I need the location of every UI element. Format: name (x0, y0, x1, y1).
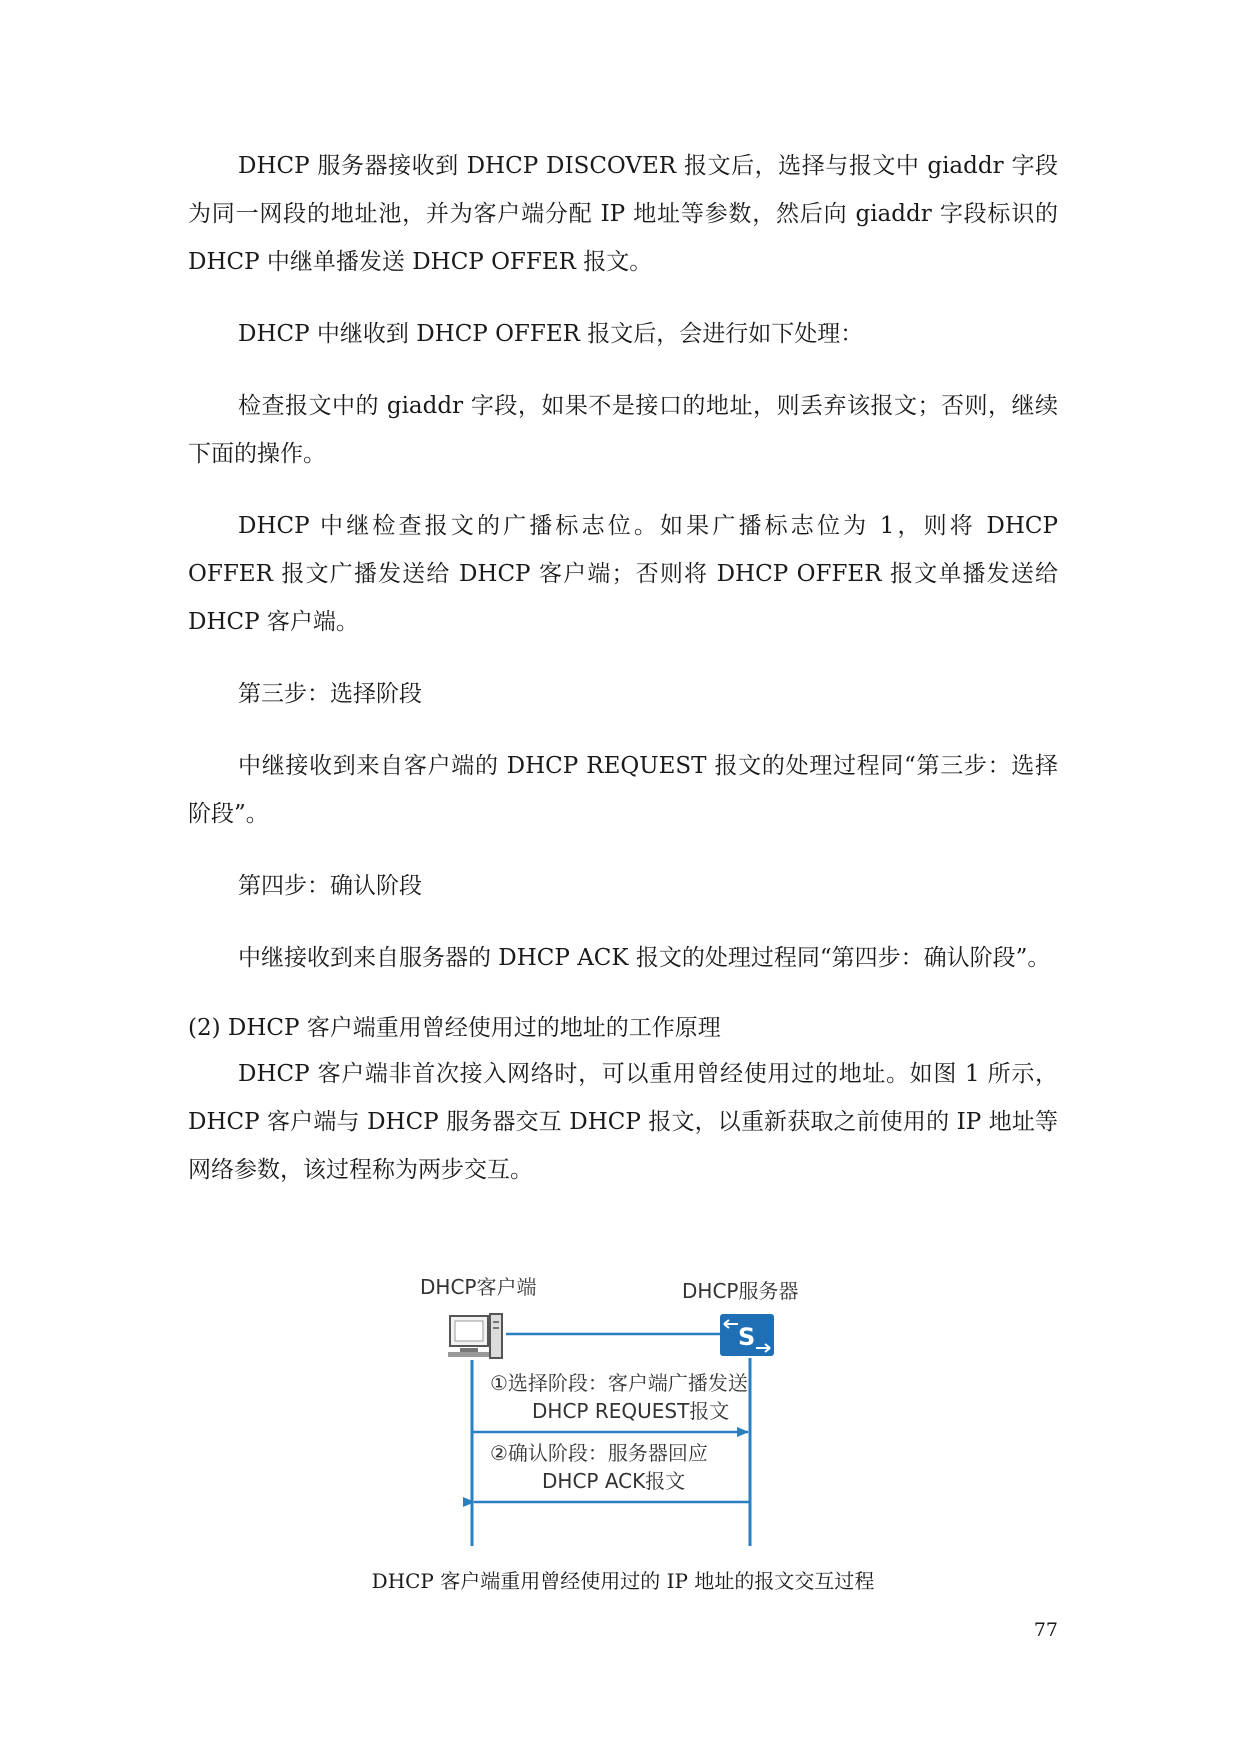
paragraph-reuse-address: DHCP 客户端非首次接入网络时，可以重用曾经使用过的地址。如图 1 所示，DHCP 客户端与 DHCP 服务器交互 DHCP 报文，以重新获取之前使用的 IP 地址等网络参数，该过程称为两步交互。 (188, 1061, 1058, 1183)
paragraph-relay-receive-offer: DHCP 中继收到 DHCP OFFER 报文后，会进行如下处理： (238, 321, 864, 347)
computer-icon (448, 1314, 502, 1358)
step2-label-line2: DHCP ACK报文 (542, 1469, 686, 1493)
step1-label-line2: DHCP REQUEST报文 (532, 1399, 730, 1423)
paragraph-server-offer: DHCP 服务器接收到 DHCP DISCOVER 报文后，选择与报文中 giaddr 字段为同一网段的地址池，并为客户端分配 IP 地址等参数，然后向 giaddr 字段标识的 DHCP 中继单播发送 DHCP OFFER 报文。 (188, 153, 1058, 275)
step1-label-line1: ①选择阶段：客户端广播发送 (490, 1371, 748, 1395)
paragraph-step3-request: 中继接收到来自客户端的 DHCP REQUEST 报文的处理过程同“第三步：选择阶段”。 (188, 753, 1058, 827)
figure-caption: DHCP 客户端重用曾经使用过的 IP 地址的报文交互过程 (371, 1569, 875, 1593)
client-label: DHCP客户端 (420, 1275, 537, 1299)
paragraph-broadcast-flag: DHCP 中继检查报文的广播标志位。如果广播标志位为 1，则将 DHCP OFFER 报文广播发送给 DHCP 客户端；否则将 DHCP OFFER 报文单播发送给 DHCP 客户端。 (188, 513, 1058, 635)
dhcp-two-step-diagram (420, 1268, 840, 1548)
server-label: DHCP服务器 (682, 1279, 799, 1303)
section-heading-reuse-address: (2) DHCP 客户端重用曾经使用过的地址的工作原理 (188, 1015, 721, 1041)
paragraph-check-giaddr: 检查报文中的 giaddr 字段，如果不是接口的地址，则丢弃该报文；否则，继续下面的操作。 (188, 393, 1058, 467)
server-icon (720, 1314, 774, 1356)
document-body (188, 142, 1058, 1218)
step2-label-line1: ②确认阶段：服务器回应 (490, 1441, 708, 1465)
paragraph-step3-heading: 第三步：选择阶段 (238, 681, 422, 707)
paragraph-step4-heading: 第四步：确认阶段 (238, 873, 422, 899)
server-icon-letter: S (738, 1323, 756, 1351)
page-number: 77 (1033, 1619, 1058, 1641)
paragraph-step4-ack: 中继接收到来自服务器的 DHCP ACK 报文的处理过程同“第四步：确认阶段”。 (238, 945, 1051, 971)
